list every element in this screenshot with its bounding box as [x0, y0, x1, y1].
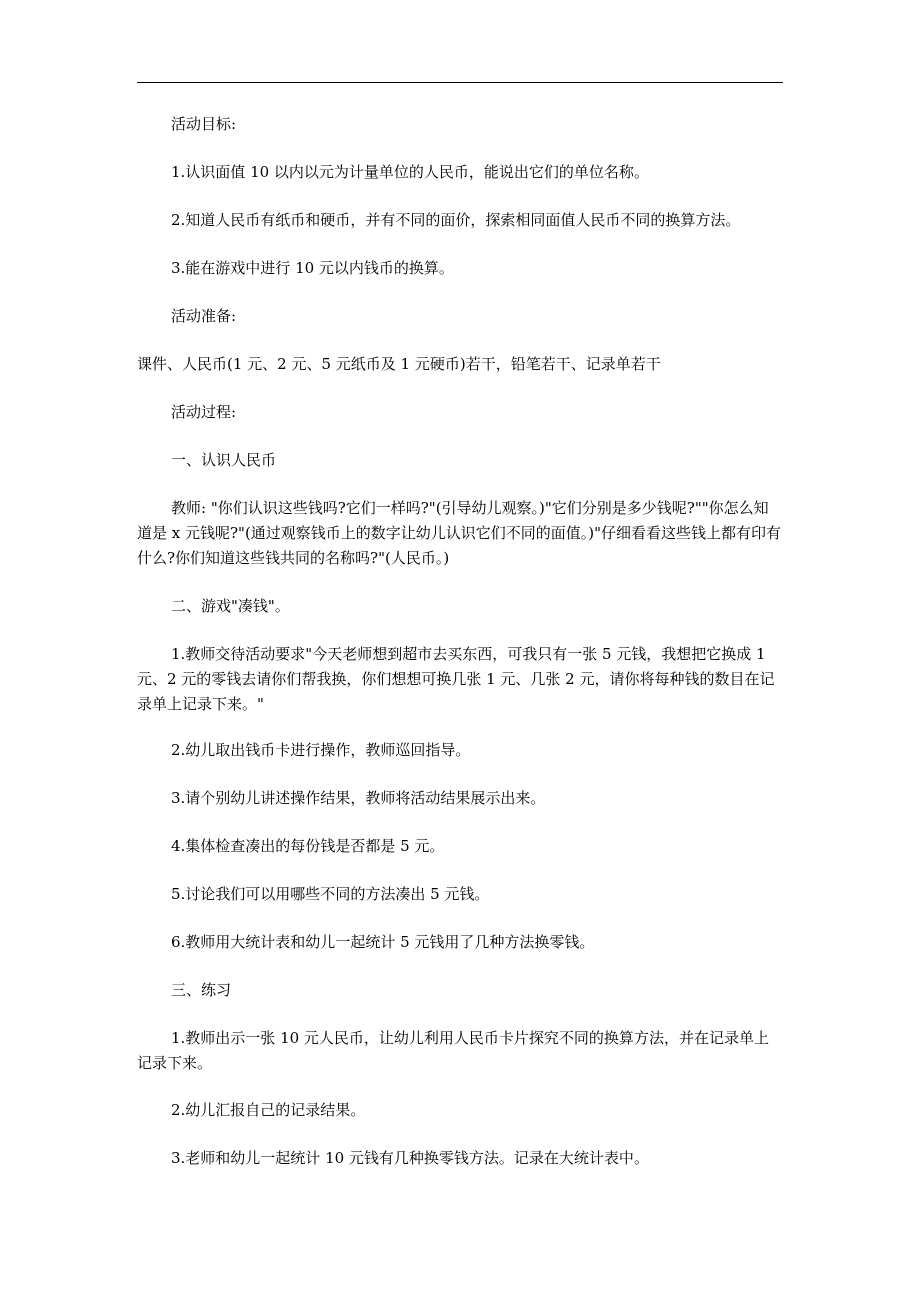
section-2-item-3: 3.请个别幼儿讲述操作结果，教师将活动结果展示出来。 [171, 789, 546, 807]
section-3-item-1: 1.教师出示一张 10 元人民币，让幼儿利用人民币卡片探究不同的换算方法，并在记录单上记录下来。 [137, 1029, 769, 1072]
heading-activity-goals: 活动目标: [171, 115, 237, 133]
section-2-item-2: 2.幼儿取出钱币卡进行操作，教师巡回指导。 [171, 741, 471, 759]
section-2-item-5: 5.讨论我们可以用哪些不同的方法凑出 5 元钱。 [171, 885, 490, 903]
section-3-item-3: 3.老师和幼儿一起统计 10 元钱有几种换零钱方法。记录在大统计表中。 [171, 1149, 649, 1167]
goal-item-2: 2.知道人民币有纸币和硬币，并有不同的面价，探索相同面值人民币不同的换算方法。 [171, 211, 741, 229]
heading-activity-process: 活动过程: [171, 403, 237, 421]
goal-item-3: 3.能在游戏中进行 10 元以内钱币的换算。 [171, 259, 454, 277]
section-2-item-1: 1.教师交待活动要求"今天老师想到超市去买东西，可我只有一张 5 元钱，我想把它换成 1 元、2 元的零钱去请你们帮我换，你们想想可换几张 1 元、几张 2 元，请你将每种钱的数目在记录单上记录下来。" [137, 645, 775, 713]
section-2-item-4: 4.集体检查凑出的每份钱是否都是 5 元。 [171, 837, 445, 855]
section-3-heading: 三、练习 [171, 981, 232, 999]
section-2-heading: 二、游戏"凑钱"。 [171, 597, 290, 615]
preparation-text: 课件、人民币(1 元、2 元、5 元纸币及 1 元硬币)若干，铅笔若干、记录单若干 [137, 355, 661, 373]
section-2-item-6: 6.教师用大统计表和幼儿一起统计 5 元钱用了几种方法换零钱。 [171, 933, 595, 951]
section-3-item-2: 2.幼儿汇报自己的记录结果。 [171, 1101, 366, 1119]
heading-activity-preparation: 活动准备: [171, 307, 237, 325]
goal-item-1: 1.认识面值 10 以内以元为计量单位的人民币，能说出它们的单位名称。 [171, 163, 649, 181]
section-1-heading: 一、认识人民币 [171, 451, 277, 469]
header-rule [137, 82, 783, 83]
section-1-teacher-dialog: 教师: "你们认识这些钱吗?它们一样吗?"(引导幼儿观察。)"它们分别是多少钱呢?""你怎么知道是 x 元钱呢?"(通过观察钱币上的数字让幼儿认识它们不同的面值。)"仔细看看这些钱上都有印有什么?你们知道这些钱共同的名称吗?"(人民币。) [137, 499, 782, 567]
